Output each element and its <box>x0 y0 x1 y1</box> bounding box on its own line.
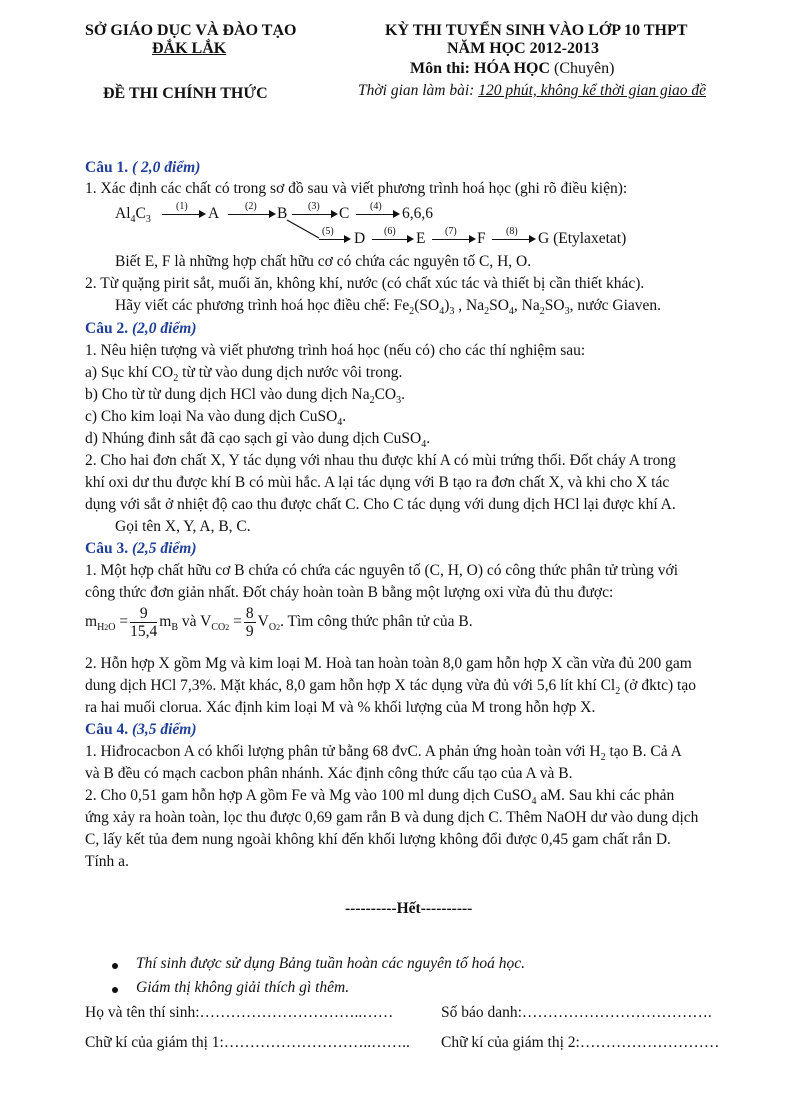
q4-p4: ứng xảy ra hoàn toàn, lọc thu được 0,69 gam rắn B và dung dịch C. Thêm NaOH dư vào dung dịch <box>85 809 699 826</box>
province-title: ĐẮK LẮK <box>152 40 227 57</box>
node-666: 6,6,6 <box>402 205 433 222</box>
q3-formula: $m_{H2O}$ = $\frac{9}{15,4}$ $m_B$ và $V_{CO2}$ = $\frac{8}{9}$ $V_{O2}$. Tìm công thức phân tử của B. <box>85 605 473 640</box>
candidate-number: Số báo danh:………………………………. <box>441 1004 712 1021</box>
arrow-4 <box>356 214 398 215</box>
arrow-label-1: (1) <box>176 201 188 212</box>
arrow-2 <box>228 214 274 215</box>
arrow-7 <box>432 239 474 240</box>
q3-p1: 1. Một hợp chất hữu cơ B chứa có chứa các nguyên tố (C, H, O) có công thức phân tử trùng với <box>85 562 679 579</box>
q3-p4: dung dịch HCl 7,3%. Mặt khác, 8,0 gam hỗn hợp X tác dụng vừa đủ với 5,6 lít khí $Cl_2$ (ở đktc) tạo <box>85 677 696 698</box>
q4-p5: C, lấy kết tủa đem nung ngoài không khí đến khối lượng không đổi được 0,45 gam chất rắn D. <box>85 831 671 848</box>
node-E: E <box>416 230 426 247</box>
note-2: Giám thị không giải thích gì thêm. <box>136 979 350 996</box>
q2-d: d) Nhúng đinh sắt đã cạo sạch gỉ vào dung dịch CuSO$_4$. <box>85 430 431 451</box>
candidate-name: Họ và tên thí sinh:…………………………..…… <box>85 1004 394 1021</box>
q2-b: b) Cho từ từ dung dịch HCl vào dung dịch $Na_2CO_3$. <box>85 386 405 407</box>
q1-heading: Câu 1. ( 2,0 điểm) <box>85 159 201 176</box>
arrow-1 <box>162 214 204 215</box>
q4-p3: 2. Cho 0,51 gam hỗn hợp A gồm Fe và Mg vào 100 ml dung dịch CuSO$_4$ aM. Sau khi các phản <box>85 787 675 808</box>
arrow-label-6: (6) <box>384 226 396 237</box>
q2-p3: khí oxi dư thu được khí B có mùi hắc. A lại tác dụng với B tạo ra đơn chất X, và khi cho X tác <box>85 474 670 491</box>
proctor-1-signature: Chữ kí của giám thị 1:………………………..…….. <box>85 1034 410 1051</box>
subject-name: HÓA HỌC <box>474 60 551 77</box>
node-A: A <box>208 205 220 222</box>
proctor-2-signature: Chữ kí của giám thị 2:……………………… <box>441 1034 720 1051</box>
arrow-5 <box>319 239 349 240</box>
scheme-start: $Al_4C_3$ <box>115 205 151 226</box>
arrow-8 <box>492 239 534 240</box>
q2-c: c) Cho kim loại Na vào dung dịch CuSO$_4$. <box>85 408 347 429</box>
q2-heading: Câu 2. (2,0 điểm) <box>85 320 197 337</box>
arrow-label-5: (5) <box>322 226 334 237</box>
q3-p5: ra hai muối clorua. Xác định kim loại M và % khối lượng của M trong hỗn hợp X. <box>85 699 596 716</box>
q4-p1: 1. Hiđrocacbon A có khối lượng phân tử bằng 68 đvC. A phản ứng hoàn toàn với $H_2$ tạo B. Cả A <box>85 743 682 764</box>
node-B: B <box>277 205 288 222</box>
node-F: F <box>477 230 486 247</box>
arrow-label-4: (4) <box>370 201 382 212</box>
arrow-6 <box>372 239 412 240</box>
bullet-icon <box>112 987 118 993</box>
arrow-label-7: (7) <box>445 226 457 237</box>
q1-p4: Hãy viết các phương trình hoá học điều chế: $Fe_2(SO_4)_3$ , $Na_2SO_4$, $Na_2SO_3$, nước Giaven. <box>115 297 662 318</box>
arrow-label-2: (2) <box>245 201 257 212</box>
arrow-3 <box>292 214 336 215</box>
q2-p1: 1. Nêu hiện tượng và viết phương trình hoá học (nếu có) cho các thí nghiệm sau: <box>85 342 586 359</box>
school-year: NĂM HỌC 2012-2013 <box>447 40 599 57</box>
fraction-2: $\frac{8}{9}$ <box>245 605 254 640</box>
q1-p3: 2. Từ quặng pirit sắt, muối ăn, không khí, nước (có chất xúc tác và thiết bị cần thiết khác). <box>85 275 645 292</box>
node-D: D <box>354 230 366 247</box>
bullet-icon <box>112 963 118 969</box>
q3-p3: 2. Hỗn hợp X gồm Mg và kim loại M. Hoà tan hoàn toàn 8,0 gam hỗn hợp X cần vừa đủ 200 gam <box>85 655 692 672</box>
q2-p2: 2. Cho hai đơn chất X, Y tác dụng với nhau thu được khí A có mùi trứng thối. Đốt cháy A trong <box>85 452 676 469</box>
q1-p1: 1. Xác định các chất có trong sơ đồ sau và viết phương trình hoá học (ghi rõ điều kiện): <box>85 180 628 197</box>
arrow-label-8: (8) <box>506 226 518 237</box>
node-C: C <box>339 205 350 222</box>
q4-p6: Tính a. <box>85 853 129 870</box>
q1-p2: Biết E, F là những hợp chất hữu cơ có chứa các nguyên tố C, H, O. <box>115 253 532 270</box>
q2-p4: dụng với sắt ở nhiệt độ cao thu được chất C. Cho C tác dụng với dung dịch HCl lại được khí A. <box>85 496 676 513</box>
q2-p5: Gọi tên X, Y, A, B, C. <box>115 518 251 535</box>
subject-line: Môn thi: HÓA HỌC (Chuyên) <box>410 60 615 77</box>
dept-title: SỞ GIÁO DỤC VÀ ĐÀO TẠO <box>85 22 297 39</box>
exam-title: KỲ THI TUYỂN SINH VÀO LỚP 10 THPT <box>385 22 688 39</box>
q2-a: a) Sục khí $CO_2$ từ từ vào dung dịch nước vôi trong. <box>85 364 403 385</box>
fraction-1: $\frac{9}{15,4}$ <box>130 605 158 640</box>
end-marker: ----------Hết---------- <box>345 900 473 917</box>
q4-heading: Câu 4. (3,5 điểm) <box>85 721 197 738</box>
q4-p2: và B đều có mạch cacbon phân nhánh. Xác định công thức cấu tạo của A và B. <box>85 765 573 782</box>
arrow-label-3: (3) <box>308 201 320 212</box>
time-line: Thời gian làm bài: 120 phút, không kể thời gian giao đề <box>358 82 707 99</box>
node-G: G (Etylaxetat) <box>538 230 627 247</box>
q3-p2: công thức đơn giản nhất. Đốt cháy hoàn toàn B bằng một lượng oxi vừa đủ thu được: <box>85 584 614 601</box>
q3-heading: Câu 3. (2,5 điểm) <box>85 540 197 557</box>
official-exam-label: ĐỀ THI CHÍNH THỨC <box>103 85 268 102</box>
note-1: Thí sinh được sử dụng Bảng tuần hoàn các nguyên tố hoá học. <box>136 955 525 972</box>
